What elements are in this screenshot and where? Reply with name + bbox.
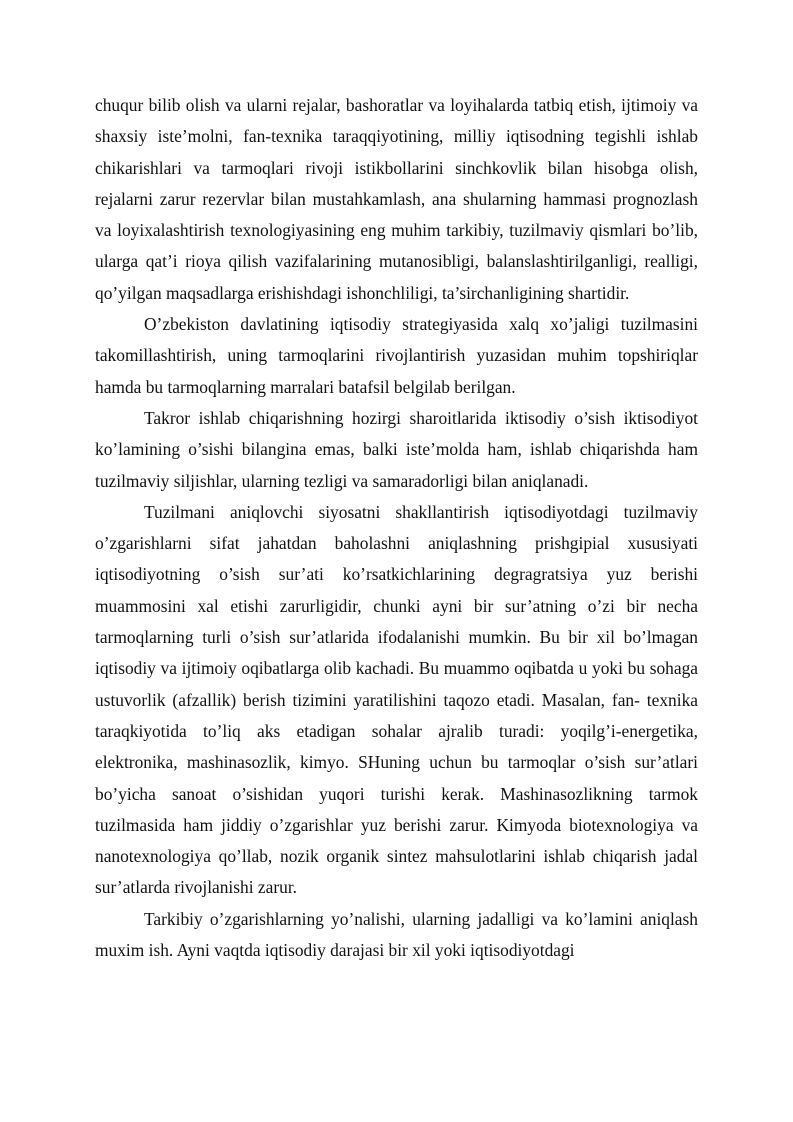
paragraph-structural-policy: Tuzilmani aniqlovchi siyosatni shakllantirish iqtisodiyotdagi tuzilmaviy o’zgarishlarni sifat jahatdan baholashni aniqlashning prishgipial xususiyati iqtisodiyotning o’sish sur’ati ko’rsatkichlarining degragratsiya yuz berishi muammosini xal etishi zarurligidir, chunki ayni bir sur’atning o’zi bir necha tarmoqlarning turli o’sish sur’atlarida ifodalanishi mumkin. Bu bir xil bo’lmagan iqtisodiy va ijtimoiy oqibatlarga olib kachadi. Bu muammo oqibatda u yoki bu sohaga ustuvorlik (afzallik) berish tizimini yaratilishini taqozo etadi. Masalan, fan- texnika taraqkiyotida to’liq aks etadigan sohalar ajralib turadi: yoqilg’i-energetika, elektronika, mashinasozlik, kimyo. SHuning uchun bu tarmoqlar o’sish sur’atlari bo’yicha sanoat o’sishidan yuqori turishi kerak. Mashinasozlikning tarmok tuzilmasida ham jiddiy o’zgarishlar yuz berishi zarur. Kimyoda biotexnologiya va nanotexnologiya qo’llab, nozik organik sintez mahsulotlarini ishlab chiqarish jadal sur’atlarda rivojlanishi zarur. xyxy=(95,501,698,898)
paragraph-continuation: chuqur bilib olish va ularni rejalar, bashoratlar va loyihalarda tatbiq etish, ijtimoiy va shaxsiy iste’molni, fan-texnika taraqqiyotining, milliy iqtisodning tegishli ishlab chikarishlari va tarmoqlari rivoji istikbollarini sinchkovlik bilan hisobga olish, rejalarni zarur rezervlar bilan mustahkamlash, ana shularning hammasi prognozlash va loyixalashtirish texnologiyasining eng muhim tarkibiy, tuzilmaviy qismlari bo’lib, ularga qat’i rioya qilish vazifalarining mutanosibligi, balanslashtirilganligi, realligi, qo’yilgan maqsadlarga erishishdagi ishonchliligi, ta’sirchanligining shartidir. xyxy=(95,95,698,303)
paragraph-uzbekistan-strategy: O’zbekiston davlatining iqtisodiy strategiyasida xalq xo’jaligi tuzilmasini takomillashtirish, uning tarmoqlarini rivojlantirish yuzasidan muhim topshiriqlar hamda bu tarmoqlarning marralari batafsil belgilab berilgan. xyxy=(95,314,698,397)
document-page xyxy=(95,90,698,966)
paragraph-reproduction-growth: Takror ishlab chiqarishning hozirgi sharoitlarida iktisodiy o’sish iktisodiyot ko’lamining o’sishi bilangina emas, balki iste’molda ham, ishlab chiqarishda ham tuzilmaviy siljishlar, ularning tezligi va samaradorligi bilan aniqlanadi. xyxy=(95,407,698,491)
paragraph-structural-changes: Tarkibiy o’zgarishlarning yo’nalishi, ularning jadalligi va ko’lamini aniqlash muxim ish. Ayni vaqtda iqtisodiy darajasi bir xil yoki iqtisodiyotdagi xyxy=(95,908,698,961)
